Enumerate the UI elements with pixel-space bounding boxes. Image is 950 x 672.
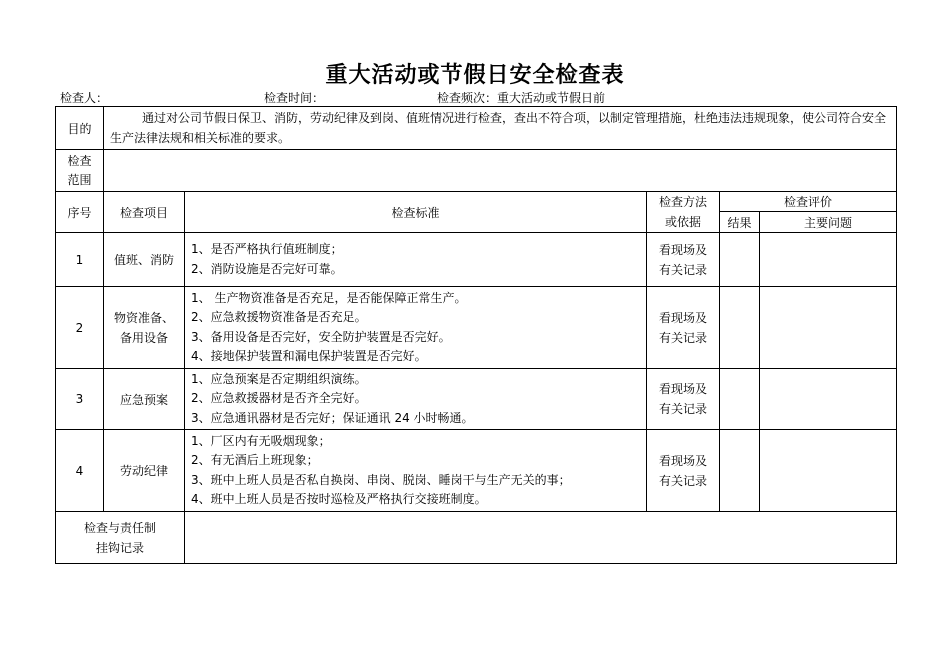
- scope-value: [104, 150, 897, 192]
- row-method: 看现场及 有关记录: [647, 233, 720, 287]
- row-no: 1: [56, 233, 104, 287]
- row-no: 3: [56, 369, 104, 430]
- row-standards: 1、厂区内有无吸烟现象； 2、有无酒后上班现象； 3、班中上班人员是否私自换岗、串岗、脱岗、睡岗干与生产无关的事； 4、班中上班人员是否按时巡检及严格执行交接班制度。: [185, 430, 647, 512]
- footer-value: [185, 512, 897, 564]
- row-result: [720, 287, 760, 369]
- row-method: 看现场及 有关记录: [647, 430, 720, 512]
- row-item: 物资准备、 备用设备: [104, 287, 185, 369]
- header-issues: 主要问题: [760, 212, 897, 233]
- row-result: [720, 233, 760, 287]
- purpose-row: [56, 107, 897, 150]
- inspection-time-label: 检查时间：: [264, 91, 325, 105]
- scope-label: 检查 范围: [56, 150, 104, 192]
- row-issues: [760, 430, 897, 512]
- scope-row: [56, 150, 897, 192]
- inspection-table: [55, 106, 897, 564]
- header-standard: 检查标准: [185, 192, 647, 233]
- inspector-label: 检查人：: [60, 91, 109, 105]
- page-title: 重大活动或节假日安全检查表: [325, 63, 625, 88]
- row-standards: 1、 生产物资准备是否充足，是否能保障正常生产。 2、应急救援物资准备是否充足。 3、备用设备是否完好，安全防护装置是否完好。 4、接地保护装置和漏电保护装置是否完好。: [185, 287, 647, 369]
- row-no: 2: [56, 287, 104, 369]
- row-issues: [760, 287, 897, 369]
- header-result: 结果: [720, 212, 760, 233]
- row-standards: 1、应急预案是否定期组织演练。 2、应急救援器材是否齐全完好。 3、应急通讯器材是否完好；保证通讯 24 小时畅通。: [185, 369, 647, 430]
- table-row: [56, 233, 897, 287]
- header-item: 检查项目: [104, 192, 185, 233]
- table-row: [56, 369, 897, 430]
- row-issues: [760, 233, 897, 287]
- inspection-frequency-label: 检查频次：重大活动或节假日前: [437, 91, 606, 105]
- header-method: 检查方法 或依据: [647, 192, 720, 233]
- row-method: 看现场及 有关记录: [647, 369, 720, 430]
- table-row: [56, 430, 897, 512]
- row-result: [720, 430, 760, 512]
- row-method: 看现场及 有关记录: [647, 287, 720, 369]
- row-standards: 1、是否严格执行值班制度； 2、消防设施是否完好可靠。: [185, 233, 647, 287]
- row-item: 劳动纪律: [104, 430, 185, 512]
- header-no: 序号: [56, 192, 104, 233]
- footer-label: 检查与责任制 挂钩记录: [56, 512, 185, 564]
- footer-row: [56, 512, 897, 564]
- row-result: [720, 369, 760, 430]
- row-item: 值班、消防: [104, 233, 185, 287]
- header-row: [56, 192, 897, 212]
- header-evaluation: 检查评价: [720, 192, 897, 212]
- row-issues: [760, 369, 897, 430]
- row-item: 应急预案: [104, 369, 185, 430]
- purpose-label: 目的: [56, 107, 104, 150]
- table-row: [56, 287, 897, 369]
- purpose-text: 通过对公司节假日保卫、消防，劳动纪律及到岗、值班情况进行检查，查出不符合项，以制定管理措施，杜绝违法违规现象，使公司符合安全生产法律法规和相关标准的要求。: [110, 111, 887, 145]
- row-no: 4: [56, 430, 104, 512]
